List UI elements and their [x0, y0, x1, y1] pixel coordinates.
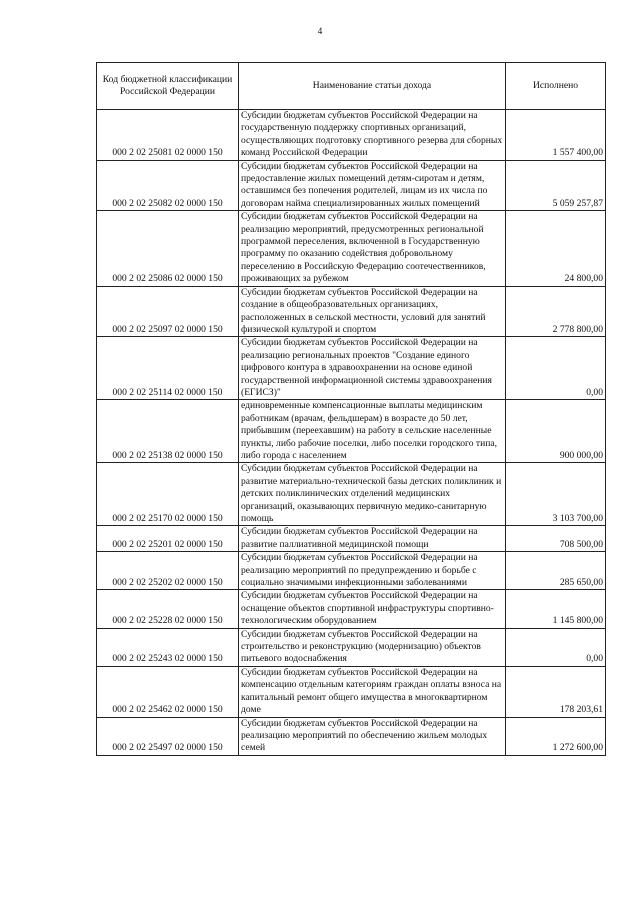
revenue-table: [96, 62, 606, 756]
row-name: Субсидии бюджетам субъектов Российской Федерации на создание в общеобразовательных организациях, расположенных в сельской местности, условий для занятий физической культурой и спортом: [239, 286, 506, 337]
header-amount: Исполнено: [506, 63, 606, 110]
row-name: Субсидии бюджетам субъектов Российской Федерации на реализацию мероприятий по предупреждению и борьбе с социально значимыми инфекционными заболеваниями: [239, 552, 506, 590]
row-code: 000 2 02 25201 02 0000 150: [97, 526, 239, 552]
row-amount: 285 650,00: [506, 552, 606, 590]
row-name: Субсидии бюджетам субъектов Российской Федерации на развитие материально-технической базы детских поликлиник и детских поликлинических отделений медицинских организаций, оказывающих первичную медико-санитарную помощь: [239, 463, 506, 526]
row-name: Субсидии бюджетам субъектов Российской Федерации на реализацию региональных проектов "Создание единого цифрового контура в здравоохранении на основе единой государственной информационной системы здравоохранения (ЕГИСЗ)": [239, 337, 506, 400]
table-row: [97, 286, 606, 337]
row-code: 000 2 02 25202 02 0000 150: [97, 552, 239, 590]
header-code: Код бюджетной классификации Российской Федерации: [97, 63, 239, 110]
row-name: Субсидии бюджетам субъектов Российской Федерации на государственную поддержку спортивных организаций, осуществляющих подготовку спортивного резерва для сборных команд Российской Федерации: [239, 110, 506, 161]
row-amount: 0,00: [506, 628, 606, 666]
table-body: [97, 110, 606, 756]
row-code: 000 2 02 25114 02 0000 150: [97, 337, 239, 400]
row-name: Субсидии бюджетам субъектов Российской Федерации на строительство и реконструкцию (модернизацию) объектов питьевого водоснабжения: [239, 628, 506, 666]
row-name: Субсидии бюджетам субъектов Российской Федерации на реализацию мероприятий, предусмотренных региональной программой переселения, включенной в Государственную программу по оказанию содействия добровольному переселению в Российскую Федерацию соотечественников, проживающих за рубежом: [239, 211, 506, 286]
table-row: [97, 526, 606, 552]
page-number: 4: [317, 26, 323, 36]
row-code: 000 2 02 25086 02 0000 150: [97, 211, 239, 286]
table-row: [97, 337, 606, 400]
row-amount: 178 203,61: [506, 666, 606, 717]
row-amount: 3 103 700,00: [506, 463, 606, 526]
row-code: 000 2 02 25081 02 0000 150: [97, 110, 239, 161]
row-name: Субсидии бюджетам субъектов Российской Федерации на реализацию мероприятий по обеспечению жильем молодых семей: [239, 717, 506, 755]
table-row: [97, 211, 606, 286]
table-row: [97, 717, 606, 755]
row-code: 000 2 02 25082 02 0000 150: [97, 160, 239, 211]
row-code: 000 2 02 25462 02 0000 150: [97, 666, 239, 717]
row-amount: 1 272 600,00: [506, 717, 606, 755]
row-amount: 2 778 800,00: [506, 286, 606, 337]
table-row: [97, 552, 606, 590]
row-amount: 900 000,00: [506, 400, 606, 463]
table-row: [97, 160, 606, 211]
row-code: 000 2 02 25097 02 0000 150: [97, 286, 239, 337]
row-amount: 0,00: [506, 337, 606, 400]
row-name: Субсидии бюджетам субъектов Российской Федерации на оснащение объектов спортивной инфраструктуры спортивно-технологическим оборудованием: [239, 590, 506, 628]
table-row: [97, 110, 606, 161]
row-name: Субсидии бюджетам субъектов Российской Федерации на компенсацию отдельным категориям граждан оплаты взноса на капитальный ремонт общего имущества в многоквартирном доме: [239, 666, 506, 717]
row-amount: 5 059 257,87: [506, 160, 606, 211]
row-amount: 1 557 400,00: [506, 110, 606, 161]
row-name: Субсидии бюджетам субъектов Российской Федерации на развитие паллиативной медицинской помощи: [239, 526, 506, 552]
table-row: [97, 400, 606, 463]
row-code: 000 2 02 25497 02 0000 150: [97, 717, 239, 755]
table-row: [97, 628, 606, 666]
header-row: [97, 63, 606, 110]
row-name: единовременные компенсационные выплаты медицинским работникам (врачам, фельдшерам) в возрасте до 50 лет, прибывшим (переехавшим) на работу в сельские населенные пункты, либо рабочие поселки, либо поселки городского типа, либо города с населением: [239, 400, 506, 463]
row-code: 000 2 02 25243 02 0000 150: [97, 628, 239, 666]
row-code: 000 2 02 25170 02 0000 150: [97, 463, 239, 526]
row-amount: 24 800,00: [506, 211, 606, 286]
row-code: 000 2 02 25138 02 0000 150: [97, 400, 239, 463]
header-name: Наименование статьи дохода: [239, 63, 506, 110]
row-amount: 1 145 800,00: [506, 590, 606, 628]
table-row: [97, 463, 606, 526]
table-header: [97, 63, 606, 110]
table-row: [97, 666, 606, 717]
table-row: [97, 590, 606, 628]
row-name: Субсидии бюджетам субъектов Российской Федерации на предоставление жилых помещений детям-сиротам и детям, оставшимся без попечения родителей, лицам из их числа по договорам найма специализированных жилых помещений: [239, 160, 506, 211]
row-code: 000 2 02 25228 02 0000 150: [97, 590, 239, 628]
row-amount: 708 500,00: [506, 526, 606, 552]
